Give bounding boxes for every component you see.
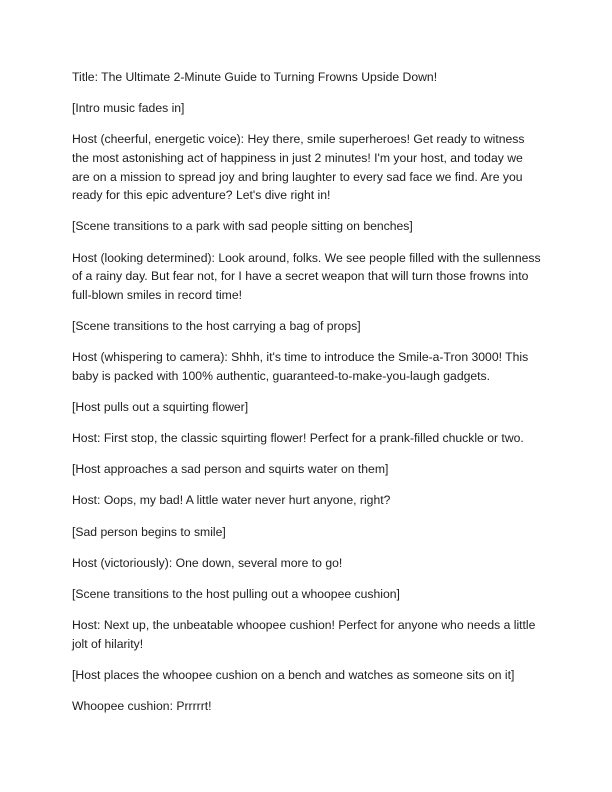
document-page	[72, 68, 542, 728]
dialogue-paragraph: Host (victoriously): One down, several more to go!	[72, 555, 343, 570]
stage-direction: [Scene transitions to the host pulling out a whoopee cushion]	[72, 587, 400, 601]
stage-direction: [Intro music fades in]	[72, 101, 185, 116]
dialogue-paragraph: Host: Oops, my bad! A little water never hurt anyone, right?	[72, 493, 391, 508]
stage-direction: [Host places the whoopee cushion on a bench and watches as someone sits on it]	[72, 667, 515, 682]
dialogue-paragraph: Host (whispering to camera): Shhh, it's time to introduce the Smile-a-Tron 3000! This baby is packed with 100% authentic, guaranteed-to-make-you-laugh gadgets.	[72, 350, 529, 383]
stage-direction: [Scene transitions to a park with sad people sitting on benches]	[72, 219, 413, 234]
stage-direction: [Host approaches a sad person and squirts water on them]	[72, 462, 389, 477]
dialogue-paragraph: Host: Next up, the unbeatable whoopee cushion! Perfect for anyone who needs a little jolt of hilarity!	[72, 618, 536, 651]
stage-direction: [Scene transitions to the host carrying a bag of props]	[72, 318, 361, 333]
dialogue-paragraph: Host (cheerful, energetic voice): Hey there, smile superheroes! Get ready to witness the most astonishing act of happiness in just 2 minutes! I'm your host, and today we are on a mission to spread joy and bring laughter to every sad face we find. Are you ready for this epic adventure? Let's dive right in!	[72, 132, 525, 203]
dialogue-paragraph: Host (looking determined): Look around, folks. We see people filled with the sullenness of a rainy day. But fear not, for I have a secret weapon that will turn those frowns into full-blown smiles in record time!	[72, 250, 541, 302]
document-title: Title: The Ultimate 2-Minute Guide to Turning Frowns Upside Down!	[72, 70, 438, 84]
stage-direction: [Host pulls out a squirting flower]	[72, 399, 249, 414]
dialogue-paragraph: Host: First stop, the classic squirting flower! Perfect for a prank-filled chuckle or two.	[72, 431, 524, 446]
dialogue-paragraph: Whoopee cushion: Prrrrrt!	[72, 699, 212, 714]
stage-direction: [Sad person begins to smile]	[72, 524, 226, 539]
